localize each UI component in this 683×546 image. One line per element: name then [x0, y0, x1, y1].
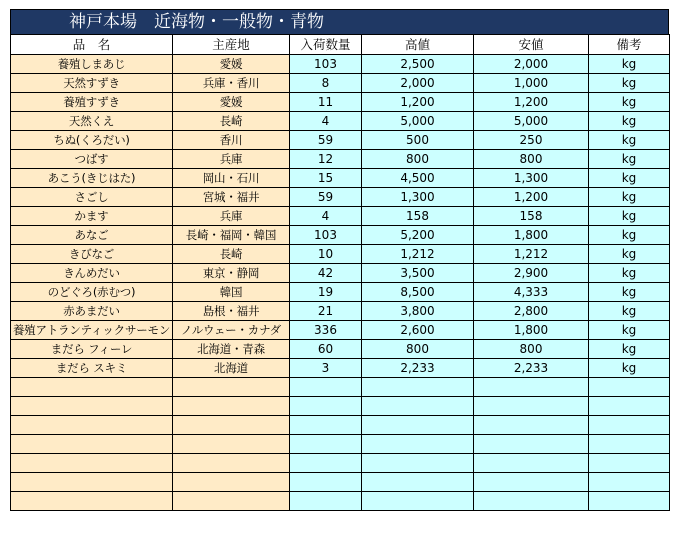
table-row [11, 397, 670, 416]
high-price-cell[interactable] [362, 473, 474, 492]
column-header-remarks: 備考 [589, 35, 670, 55]
sheet-title: 神戸本場 近海物・一般物・青物 [10, 9, 669, 34]
item-name-cell[interactable]: さごし [11, 188, 173, 207]
table-row [11, 150, 670, 169]
quantity-cell[interactable]: 15 [290, 169, 362, 188]
header-row [11, 35, 670, 55]
quantity-cell[interactable]: 19 [290, 283, 362, 302]
low-price-cell[interactable] [474, 416, 589, 435]
origin-cell[interactable] [173, 378, 290, 397]
item-name-cell[interactable]: ちぬ(くろだい) [11, 131, 173, 150]
table-row [11, 321, 670, 340]
high-price-cell[interactable]: 3,800 [362, 302, 474, 321]
quantity-cell[interactable] [290, 435, 362, 454]
price-table [10, 34, 670, 511]
quantity-cell[interactable]: 42 [290, 264, 362, 283]
table-row [11, 245, 670, 264]
quantity-cell[interactable]: 103 [290, 226, 362, 245]
quantity-cell[interactable]: 12 [290, 150, 362, 169]
table-row [11, 131, 670, 150]
remarks-cell[interactable]: kg [589, 264, 670, 283]
item-name-cell[interactable] [11, 378, 173, 397]
origin-cell[interactable] [173, 435, 290, 454]
origin-cell[interactable] [173, 473, 290, 492]
column-header-name: 品 名 [11, 35, 173, 55]
remarks-cell[interactable]: kg [589, 150, 670, 169]
quantity-cell[interactable]: 4 [290, 112, 362, 131]
item-name-cell[interactable]: あこう(きじはた) [11, 169, 173, 188]
origin-cell[interactable]: 長崎・福岡・韓国 [173, 226, 290, 245]
quantity-cell[interactable]: 103 [290, 55, 362, 74]
high-price-cell[interactable] [362, 416, 474, 435]
column-header-quantity: 入荷数量 [290, 35, 362, 55]
high-price-cell[interactable]: 2,500 [362, 55, 474, 74]
remarks-cell[interactable]: kg [589, 340, 670, 359]
item-name-cell[interactable]: きんめだい [11, 264, 173, 283]
low-price-cell[interactable] [474, 378, 589, 397]
low-price-cell[interactable] [474, 435, 589, 454]
quantity-cell[interactable]: 59 [290, 188, 362, 207]
origin-cell[interactable]: 島根・福井 [173, 302, 290, 321]
low-price-cell[interactable]: 5,000 [474, 112, 589, 131]
item-name-cell[interactable]: まだら スキミ [11, 359, 173, 378]
table-row [11, 55, 670, 74]
remarks-cell[interactable]: kg [589, 226, 670, 245]
table-row [11, 340, 670, 359]
low-price-cell[interactable]: 800 [474, 340, 589, 359]
item-name-cell[interactable] [11, 416, 173, 435]
origin-cell[interactable] [173, 454, 290, 473]
remarks-cell[interactable] [589, 454, 670, 473]
remarks-cell[interactable] [589, 416, 670, 435]
remarks-cell[interactable]: kg [589, 131, 670, 150]
origin-cell[interactable] [173, 492, 290, 511]
origin-cell[interactable]: 北海道・青森 [173, 340, 290, 359]
low-price-cell[interactable] [474, 473, 589, 492]
item-name-cell[interactable]: 天然すずき [11, 74, 173, 93]
table-row [11, 112, 670, 131]
remarks-cell[interactable]: kg [589, 359, 670, 378]
remarks-cell[interactable]: kg [589, 112, 670, 131]
origin-cell[interactable]: ノルウェー・カナダ [173, 321, 290, 340]
remarks-cell[interactable] [589, 397, 670, 416]
item-name-cell[interactable]: まだら フィーレ [11, 340, 173, 359]
high-price-cell[interactable]: 2,600 [362, 321, 474, 340]
remarks-cell[interactable]: kg [589, 169, 670, 188]
high-price-cell[interactable]: 2,000 [362, 74, 474, 93]
origin-cell[interactable]: 北海道 [173, 359, 290, 378]
origin-cell[interactable]: 韓国 [173, 283, 290, 302]
origin-cell[interactable]: 宮城・福井 [173, 188, 290, 207]
quantity-cell[interactable]: 336 [290, 321, 362, 340]
origin-cell[interactable]: 兵庫・香川 [173, 74, 290, 93]
table-row [11, 207, 670, 226]
high-price-cell[interactable] [362, 435, 474, 454]
low-price-cell[interactable] [474, 397, 589, 416]
column-header-high-price: 高値 [362, 35, 474, 55]
low-price-cell[interactable]: 1,800 [474, 321, 589, 340]
origin-cell[interactable] [173, 416, 290, 435]
table-row [11, 169, 670, 188]
item-name-cell[interactable]: つばす [11, 150, 173, 169]
high-price-cell[interactable]: 800 [362, 340, 474, 359]
high-price-cell[interactable]: 3,500 [362, 264, 474, 283]
table-row [11, 226, 670, 245]
remarks-cell[interactable]: kg [589, 207, 670, 226]
remarks-cell[interactable]: kg [589, 302, 670, 321]
origin-cell[interactable]: 香川 [173, 131, 290, 150]
origin-cell[interactable]: 兵庫 [173, 207, 290, 226]
high-price-cell[interactable]: 1,300 [362, 188, 474, 207]
remarks-cell[interactable] [589, 473, 670, 492]
remarks-cell[interactable]: kg [589, 188, 670, 207]
quantity-cell[interactable] [290, 473, 362, 492]
quantity-cell[interactable]: 21 [290, 302, 362, 321]
quantity-cell[interactable]: 60 [290, 340, 362, 359]
low-price-cell[interactable]: 158 [474, 207, 589, 226]
table-row [11, 435, 670, 454]
low-price-cell[interactable]: 2,000 [474, 55, 589, 74]
table-row [11, 416, 670, 435]
low-price-cell[interactable]: 1,200 [474, 93, 589, 112]
low-price-cell[interactable]: 1,200 [474, 188, 589, 207]
quantity-cell[interactable]: 11 [290, 93, 362, 112]
item-name-cell[interactable] [11, 454, 173, 473]
table-row [11, 378, 670, 397]
quantity-cell[interactable] [290, 492, 362, 511]
remarks-cell[interactable]: kg [589, 93, 670, 112]
price-sheet [10, 9, 670, 511]
item-name-cell[interactable]: 養殖しまあじ [11, 55, 173, 74]
origin-cell[interactable] [173, 397, 290, 416]
quantity-cell[interactable] [290, 416, 362, 435]
table-row [11, 359, 670, 378]
remarks-cell[interactable]: kg [589, 74, 670, 93]
column-header-origin: 主産地 [173, 35, 290, 55]
item-name-cell[interactable]: 養殖すずき [11, 93, 173, 112]
remarks-cell[interactable]: kg [589, 321, 670, 340]
item-name-cell[interactable]: のどぐろ(赤むつ) [11, 283, 173, 302]
remarks-cell[interactable] [589, 378, 670, 397]
high-price-cell[interactable]: 8,500 [362, 283, 474, 302]
low-price-cell[interactable]: 800 [474, 150, 589, 169]
low-price-cell[interactable] [474, 454, 589, 473]
high-price-cell[interactable]: 5,000 [362, 112, 474, 131]
item-name-cell[interactable]: かます [11, 207, 173, 226]
high-price-cell[interactable]: 4,500 [362, 169, 474, 188]
table-row [11, 264, 670, 283]
table-row [11, 454, 670, 473]
low-price-cell[interactable]: 2,233 [474, 359, 589, 378]
high-price-cell[interactable] [362, 492, 474, 511]
high-price-cell[interactable]: 2,233 [362, 359, 474, 378]
high-price-cell[interactable] [362, 397, 474, 416]
low-price-cell[interactable] [474, 492, 589, 511]
origin-cell[interactable]: 長崎 [173, 245, 290, 264]
column-header-low-price: 安値 [474, 35, 589, 55]
low-price-cell[interactable]: 2,800 [474, 302, 589, 321]
origin-cell[interactable]: 岡山・石川 [173, 169, 290, 188]
item-name-cell[interactable]: 天然くえ [11, 112, 173, 131]
table-row [11, 283, 670, 302]
table-row [11, 492, 670, 511]
origin-cell[interactable]: 東京・静岡 [173, 264, 290, 283]
high-price-cell[interactable]: 500 [362, 131, 474, 150]
quantity-cell[interactable] [290, 454, 362, 473]
origin-cell[interactable]: 愛媛 [173, 55, 290, 74]
quantity-cell[interactable]: 8 [290, 74, 362, 93]
table-row [11, 188, 670, 207]
item-name-cell[interactable] [11, 397, 173, 416]
high-price-cell[interactable]: 800 [362, 150, 474, 169]
table-row [11, 93, 670, 112]
item-name-cell[interactable] [11, 492, 173, 511]
remarks-cell[interactable]: kg [589, 245, 670, 264]
high-price-cell[interactable]: 158 [362, 207, 474, 226]
item-name-cell[interactable]: あなご [11, 226, 173, 245]
table-row [11, 302, 670, 321]
quantity-cell[interactable]: 3 [290, 359, 362, 378]
remarks-cell[interactable]: kg [589, 55, 670, 74]
low-price-cell[interactable]: 250 [474, 131, 589, 150]
high-price-cell[interactable]: 5,200 [362, 226, 474, 245]
high-price-cell[interactable] [362, 454, 474, 473]
low-price-cell[interactable]: 4,333 [474, 283, 589, 302]
item-name-cell[interactable]: きびなご [11, 245, 173, 264]
table-row [11, 74, 670, 93]
item-name-cell[interactable]: 赤あまだい [11, 302, 173, 321]
item-name-cell[interactable]: 養殖アトランティックサーモン [11, 321, 173, 340]
low-price-cell[interactable]: 1,000 [474, 74, 589, 93]
origin-cell[interactable]: 長崎 [173, 112, 290, 131]
quantity-cell[interactable]: 59 [290, 131, 362, 150]
high-price-cell[interactable]: 1,200 [362, 93, 474, 112]
item-name-cell[interactable] [11, 473, 173, 492]
low-price-cell[interactable]: 1,800 [474, 226, 589, 245]
low-price-cell[interactable]: 2,900 [474, 264, 589, 283]
low-price-cell[interactable]: 1,300 [474, 169, 589, 188]
origin-cell[interactable]: 愛媛 [173, 93, 290, 112]
remarks-cell[interactable]: kg [589, 283, 670, 302]
remarks-cell[interactable] [589, 492, 670, 511]
quantity-cell[interactable] [290, 397, 362, 416]
origin-cell[interactable]: 兵庫 [173, 150, 290, 169]
quantity-cell[interactable] [290, 378, 362, 397]
table-row [11, 473, 670, 492]
low-price-cell[interactable]: 1,212 [474, 245, 589, 264]
quantity-cell[interactable]: 10 [290, 245, 362, 264]
item-name-cell[interactable] [11, 435, 173, 454]
remarks-cell[interactable] [589, 435, 670, 454]
high-price-cell[interactable]: 1,212 [362, 245, 474, 264]
quantity-cell[interactable]: 4 [290, 207, 362, 226]
high-price-cell[interactable] [362, 378, 474, 397]
